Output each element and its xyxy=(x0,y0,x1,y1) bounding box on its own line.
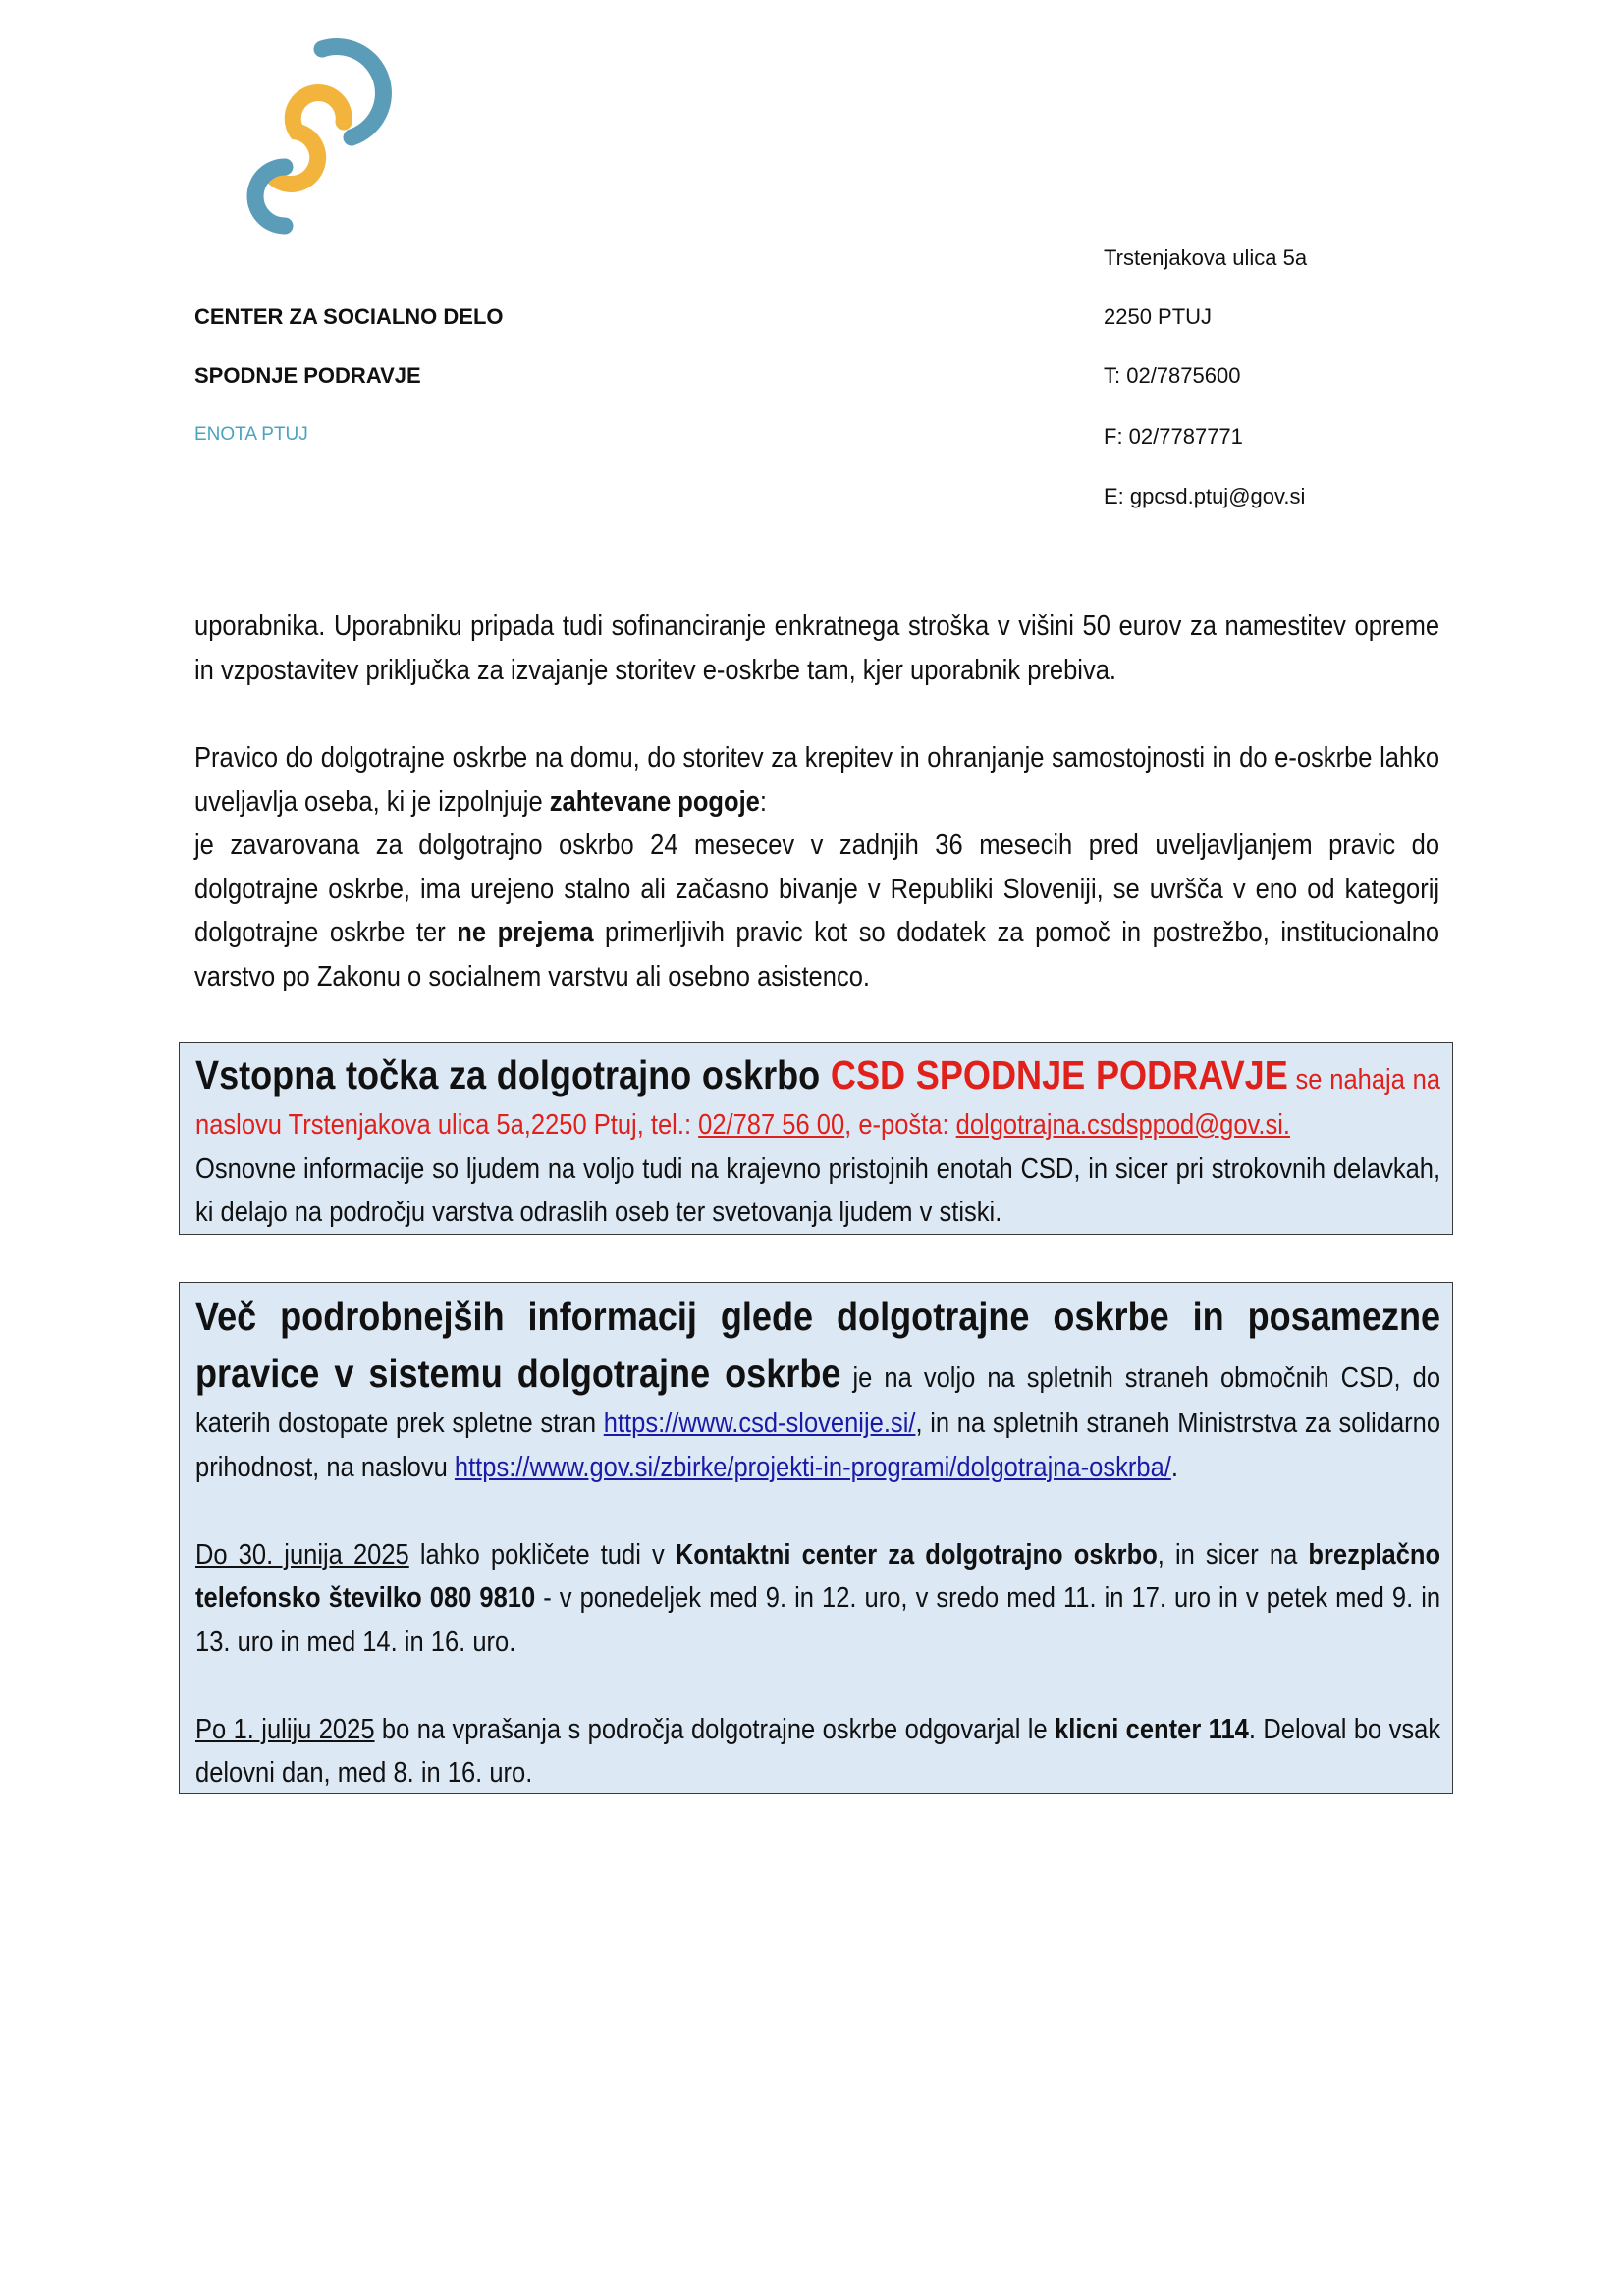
entry-point-title: Vstopna točka za dolgotrajno oskrbo xyxy=(195,1052,831,1097)
org-name-line2: SPODNJE PODRAVJE xyxy=(194,363,421,388)
entry-point-email-link[interactable]: dolgotrajna.csdsppod@gov.si. xyxy=(955,1109,1291,1141)
conditions-text-1: je zavarovana za dolgotrajno oskrbo 24 mesecev v zadnjih 36 mesecih pred uveljavljanjem pravic do dolgotrajne oskrbe, ima urejeno stalno ali začasno bivanje v Republiki Sloveniji, se uvršča v eno od kategorij dolgotrajne oskrbe ter xyxy=(194,829,1440,948)
entry-point-box xyxy=(179,1042,1453,1235)
spacer xyxy=(195,1489,1440,1533)
call-center-114: klicni center 114 xyxy=(1055,1713,1249,1745)
address-city: 2250 PTUJ xyxy=(1104,304,1213,329)
csd-logo-icon xyxy=(228,37,395,240)
contact-center-text-b: , in sicer na xyxy=(1157,1538,1309,1571)
address-street: Trstenjakova ulica 5a xyxy=(1104,245,1308,270)
date-from-july: Po 1. juliju 2025 xyxy=(195,1713,375,1745)
entry-point-phone[interactable]: 02/787 56 00 xyxy=(698,1109,845,1141)
date-until-june: Do 30. junija 2025 xyxy=(195,1538,409,1571)
entry-point-location: se nahaja na naslovu Trstenjakova ulica 5a,2250 Ptuj, tel.: xyxy=(195,1064,1441,1141)
more-info-text-3: . xyxy=(1170,1451,1178,1483)
phone-number: T: 02/7875600 xyxy=(1104,363,1241,388)
call-center-text-b: . Deloval bo vsak delovni dan, med 8. in 16. uro. xyxy=(195,1713,1441,1789)
call-center-text-a: bo na vprašanja s področja dolgotrajne oskrbe odgovarjal le xyxy=(374,1713,1056,1745)
paragraph-eoskrba-text: uporabnika. Uporabniku pripada tudi sofinanciranje enkratnega stroška v višini 50 eurov za namestitev opreme in vzpostavitev priključka za izvajanje storitev e-oskrbe tam, kjer uporabnik prebiva. xyxy=(194,611,1440,686)
entry-point-email-label: , e-pošta: xyxy=(844,1109,956,1141)
paragraph-conditions xyxy=(194,736,1439,998)
entry-point-title-red: CSD SPODNJE PODRAVJE xyxy=(830,1052,1288,1097)
contact-center-text-a: lahko pokličete tudi v xyxy=(408,1538,676,1571)
free-phone-number: brezplačno telefonsko številko 080 9810 xyxy=(195,1538,1441,1614)
fax-number: F: 02/7787771 xyxy=(1104,424,1243,449)
more-info-text-2: , in na spletnih straneh Ministrstva za solidarno prihodnost, na naslovu xyxy=(195,1408,1441,1483)
gov-si-link[interactable]: https://www.gov.si/zbirke/projekti-in-programi/dolgotrajna-oskrba/ xyxy=(454,1451,1171,1483)
org-unit: ENOTA PTUJ xyxy=(194,424,308,445)
conditions-not-receiving: ne prejema xyxy=(457,917,594,948)
contact-center-name: Kontaktni center za dolgotrajno oskrbo xyxy=(675,1538,1158,1571)
org-name-line1: CENTER ZA SOCIALNO DELO xyxy=(194,304,504,329)
more-info-title: Več podrobnejših informacij glede dolgotrajne oskrbe in posamezne pravice v sistemu dolgotrajne oskrbe xyxy=(195,1294,1441,1396)
more-info-box xyxy=(179,1282,1453,1794)
conditions-intro: Pravico do dolgotrajne oskrbe na domu, do storitev za krepitev in ohranjanje samostojnosti in do e-oskrbe lahko uveljavlja oseba, ki je izpolnjuje xyxy=(194,742,1440,818)
paragraph-eoskrba xyxy=(194,605,1439,692)
csd-slovenije-link[interactable]: https://www.csd-slovenije.si/ xyxy=(603,1408,916,1439)
more-info-text-1: je na voljo na spletnih straneh območnih CSD, do katerih dostopate prek spletne stran xyxy=(195,1362,1441,1439)
spacer xyxy=(195,1664,1440,1708)
contact-center-hours: - v ponedeljek med 9. in 12. uro, v sredo med 11. in 17. uro in v petek med 9. in 13. uro in med 14. in 16. uro. xyxy=(195,1582,1441,1658)
conditions-text-2: primerljivih pravic kot so dodatek za pomoč in postrežbo, institucionalno varstvo po Zakonu o socialnem varstvu ali osebno asistenco. xyxy=(194,917,1440,992)
conditions-colon: : xyxy=(759,785,767,818)
conditions-required-label: zahtevane pogoje xyxy=(549,785,760,818)
email-address: E: gpcsd.ptuj@gov.si xyxy=(1104,484,1306,508)
entry-point-info: Osnovne informacije so ljudem na voljo tudi na krajevno pristojnih enotah CSD, in sicer pri strokovnih delavkah, ki delajo na področju varstva odraslih oseb ter svetovanja ljudem v stiski. xyxy=(195,1152,1441,1228)
